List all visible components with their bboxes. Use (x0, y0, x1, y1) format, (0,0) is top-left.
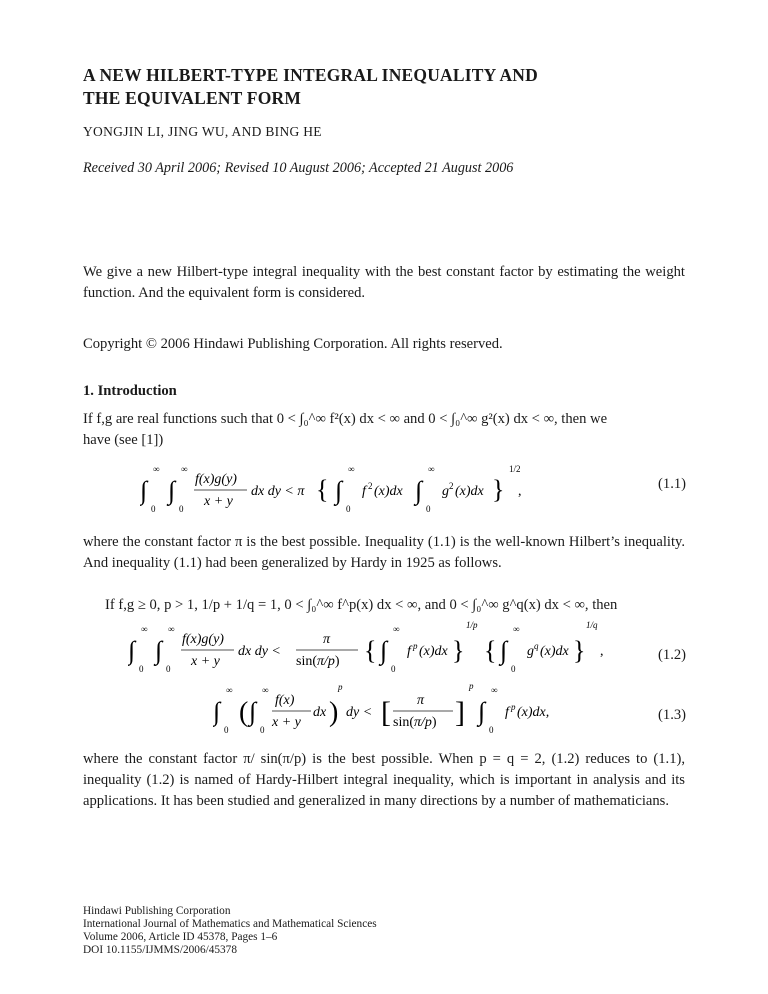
svg-text:{: { (364, 636, 377, 665)
title-line-1: A NEW HILBERT-TYPE INTEGRAL INEQUALITY AND (83, 65, 538, 85)
svg-text:1/q: 1/q (586, 620, 598, 630)
svg-text:∫: ∫ (168, 476, 176, 505)
svg-text:0: 0 (179, 504, 184, 514)
svg-text:0: 0 (346, 504, 351, 514)
svg-text:∞: ∞ (226, 685, 233, 695)
svg-text:∫: ∫ (478, 697, 486, 726)
svg-text:0: 0 (511, 664, 516, 674)
received-dates: Received 30 April 2006; Revised 10 August 2006; Accepted 21 August 2006 (83, 160, 514, 176)
intro-line-2: have (see [1]) (83, 432, 164, 448)
svg-text:∫: ∫ (415, 476, 423, 505)
equation-1-3 (213, 676, 553, 740)
svg-text:0: 0 (166, 664, 171, 674)
svg-text:∞: ∞ (168, 624, 175, 634)
svg-text:p: p (469, 681, 474, 691)
svg-text:g: g (442, 484, 449, 499)
svg-text:g: g (527, 644, 534, 659)
svg-text:0: 0 (260, 725, 265, 735)
svg-text:∫: ∫ (500, 636, 508, 665)
paper-title (83, 64, 683, 110)
paragraph-2: where the constant factor π is the best possible. Inequality (1.1) is the well-known Hilbert’s inequality. And inequality (1.1) had been generalized by Hardy in 1925 as follows. (83, 534, 685, 571)
footer-publisher: Hindawi Publishing Corporation (83, 905, 231, 917)
footer-doi: DOI 10.1155/IJMMS/2006/45378 (83, 944, 237, 956)
svg-text:dy <: dy < (346, 705, 373, 720)
svg-text:0: 0 (391, 664, 396, 674)
svg-text:(x)dx: (x)dx (540, 644, 569, 659)
svg-text:f(x)g(y): f(x)g(y) (182, 632, 224, 647)
svg-text:dx: dx (313, 705, 327, 720)
svg-text:∫: ∫ (249, 697, 257, 726)
svg-text:f: f (362, 484, 366, 499)
svg-text:): ) (329, 697, 339, 728)
svg-text:∞: ∞ (348, 464, 355, 474)
svg-text:∞: ∞ (153, 464, 160, 474)
svg-text:∞: ∞ (393, 624, 400, 634)
svg-text:∫: ∫ (155, 636, 163, 665)
svg-text:]: ] (455, 696, 465, 729)
svg-text:q: q (534, 641, 539, 651)
svg-text:,: , (600, 644, 604, 659)
svg-text:1/2: 1/2 (509, 464, 521, 474)
abstract: We give a new Hilbert-type integral inequality with the best constant factor by estimating the weight function. And the equivalent form is considered. (83, 264, 685, 301)
svg-text:π: π (323, 632, 331, 647)
equation-1-2 (128, 615, 628, 679)
svg-text:(: ( (239, 697, 249, 728)
svg-text:dx dy <: dx dy < (238, 644, 281, 659)
svg-text:∫: ∫ (213, 697, 221, 726)
svg-text:0: 0 (139, 664, 144, 674)
svg-text:sin(π/p): sin(π/p) (296, 654, 340, 669)
section-heading: 1. Introduction (83, 383, 177, 399)
svg-text:∞: ∞ (491, 685, 498, 695)
svg-text:∞: ∞ (141, 624, 148, 634)
svg-text:[: [ (381, 696, 391, 729)
svg-text:∞: ∞ (428, 464, 435, 474)
svg-text:∫: ∫ (140, 476, 148, 505)
svg-text:∞: ∞ (262, 685, 269, 695)
equation-label-1-2: (1.2) (658, 647, 686, 663)
svg-text:sin(π/p): sin(π/p) (393, 715, 437, 730)
intro-line-1: If f,g are real functions such that 0 < ∫₀^∞ f²(x) dx < ∞ and 0 < ∫₀^∞ g²(x) dx < ∞, then we (83, 411, 608, 427)
paragraph-3: If f,g ≥ 0, p > 1, 1/p + 1/q = 1, 0 < ∫₀^∞ f^p(x) dx < ∞, and 0 < ∫₀^∞ g^q(x) dx < ∞, then (105, 597, 618, 613)
svg-text:0: 0 (426, 504, 431, 514)
svg-text:dx dy < π: dx dy < π (251, 484, 305, 499)
svg-text:}: } (573, 636, 586, 665)
svg-text:f: f (407, 644, 411, 659)
equation-label-1-3: (1.3) (658, 707, 686, 723)
title-line-2: THE EQUIVALENT FORM (83, 88, 302, 108)
journal-footer (83, 905, 377, 957)
svg-text:p: p (338, 682, 343, 692)
equation-label-1-1: (1.1) (658, 476, 686, 492)
svg-text:2: 2 (368, 481, 373, 491)
svg-text:1/p: 1/p (466, 620, 478, 630)
svg-text:(x)dx: (x)dx (374, 484, 403, 499)
authors: YONGJIN LI, JING WU, AND BING HE (83, 124, 322, 139)
svg-text:x + y: x + y (272, 715, 301, 730)
svg-text:∫: ∫ (380, 636, 388, 665)
svg-text:}: } (492, 475, 505, 504)
svg-text:f(x): f(x) (275, 693, 295, 708)
paragraph-4: where the constant factor π/ sin(π/p) is the best possible. When p = q = 2, (1.2) reduces to (1.1), inequality (1.2) is named of Hardy-Hilbert integral inequality, which is important in analysis and its applications. It has been studied and generalized in many directions by a number of mathematicians. (83, 751, 685, 809)
svg-text:{: { (316, 475, 329, 504)
svg-text:2: 2 (449, 481, 454, 491)
svg-text:∫: ∫ (128, 636, 136, 665)
copyright: Copyright © 2006 Hindawi Publishing Corporation. All rights reserved. (83, 336, 503, 352)
svg-text:0: 0 (224, 725, 229, 735)
svg-text:f(x)g(y): f(x)g(y) (195, 472, 237, 487)
svg-text:(x)dx: (x)dx (419, 644, 448, 659)
footer-journal: International Journal of Mathematics and Mathematical Sciences (83, 918, 377, 930)
svg-text:(x)dx,: (x)dx, (517, 705, 550, 720)
svg-text:∞: ∞ (513, 624, 520, 634)
footer-volume: Volume 2006, Article ID 45378, Pages 1–6 (83, 931, 278, 943)
svg-text:{: { (484, 636, 497, 665)
equation-1-1 (140, 452, 610, 522)
svg-text:p: p (511, 702, 516, 712)
svg-text:}: } (452, 636, 465, 665)
svg-text:∫: ∫ (335, 476, 343, 505)
svg-text:f: f (505, 705, 509, 720)
svg-text:0: 0 (151, 504, 156, 514)
svg-text:π: π (417, 693, 425, 708)
svg-text:(x)dx: (x)dx (455, 484, 484, 499)
svg-text:,: , (518, 484, 522, 499)
svg-text:∞: ∞ (181, 464, 188, 474)
svg-text:x + y: x + y (204, 494, 233, 509)
svg-text:x + y: x + y (191, 654, 220, 669)
svg-text:0: 0 (489, 725, 494, 735)
svg-text:p: p (413, 641, 418, 651)
